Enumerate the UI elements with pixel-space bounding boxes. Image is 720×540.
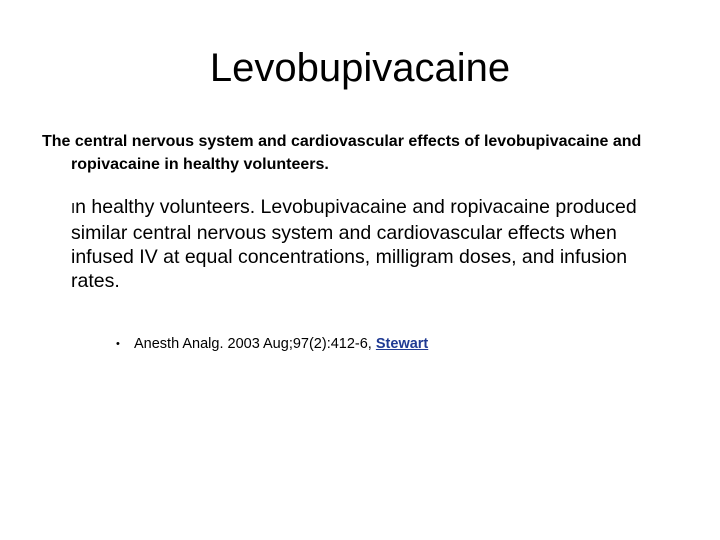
- citation-journal: Anesth Analg.: [134, 336, 224, 352]
- slide-title: Levobupivacaine: [209, 46, 511, 90]
- citation-details: 2003 Aug;97(2):412-6,: [223, 336, 376, 352]
- article-title: The central nervous system and cardiovascular effects of levobupivacaine and ropivacaine in healthy volunteers.: [42, 133, 642, 173]
- citation-item: [116, 334, 428, 354]
- bullet-icon: •: [116, 338, 120, 350]
- summary-text: n healthy volunteers. Levobupivacaine and ropivacaine produced similar central nervous system and cardiovascular effects when infused IV at equal concentrations, milligram doses, and infusion rates.: [71, 196, 637, 292]
- summary-paragraph: [71, 195, 671, 293]
- summary-first-letter: I: [71, 200, 76, 217]
- author-link[interactable]: Stewart: [375, 336, 429, 352]
